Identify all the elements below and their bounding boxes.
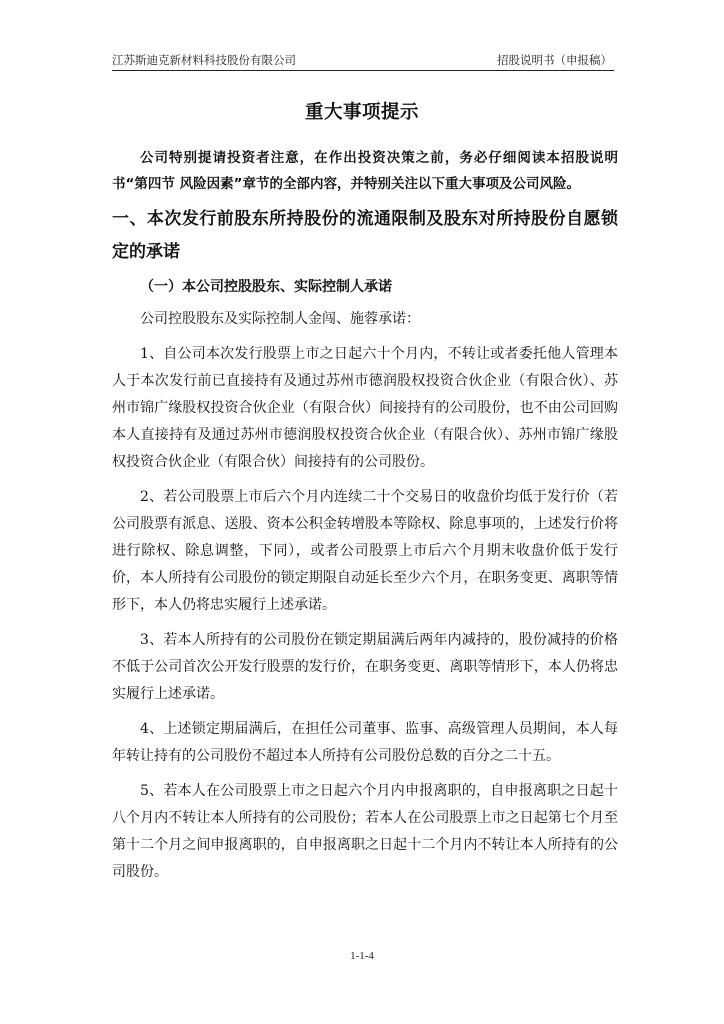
header-company-name: 江苏斯迪克新材料科技股份有限公司 [112, 53, 296, 67]
commitment-item-3: 3、若本人所持有的公司股份在锁定期届满后两年内减持的，股份减持的价格不低于公司首次公开发行股票的发行价，在职务变更、离职等情形下，本人仍将忠实履行上述承诺。 [112, 632, 618, 702]
page-header [112, 52, 614, 71]
document-body [112, 145, 618, 894]
header-document-type: 招股说明书（申报稿） [497, 53, 612, 67]
commitment-item-5: 5、若本人在公司股票上市之日起六个月内申报离职的，自申报离职之日起十八个月内不转让本人所持有的公司股份；若本人在公司股票上市之日起第七个月至第十二个月之间申报离职的，自申报离职之日起十二个月内不转让本人所持有的公司股份。 [112, 783, 618, 880]
commitment-item-4: 4、上述锁定期届满后，在担任公司董事、监事、高级管理人员期间，本人每年转让持有的公司股份不超过本人所持有公司股份总数的百分之二十五。 [112, 721, 618, 764]
page-number: 1-1-4 [350, 950, 374, 962]
page-title: 重大事项提示 [304, 102, 419, 123]
commitment-item-2: 2、若公司股票上市后六个月内连续二十个交易日的收盘价均低于发行价（若公司股票有派息、送股、资本公积金转增股本等除权、除息事项的，上述发行价将进行除权、除息调整，下同），或者公司股票上市后六个月期末收盘价低于发行价，本人所持有公司股份的锁定期限自动延长至少六个月，在职务变更、离职等情形下，本人仍将忠实履行上述承诺。 [112, 489, 618, 613]
subsection-heading: （一）本公司控股股东、实际控制人承诺 [140, 279, 392, 295]
commitment-item-1: 1、自公司本次发行股票上市之日起六十个月内，不转让或者委托他人管理本人于本次发行前已直接持有及通过苏州市德润股权投资合伙企业（有限合伙）、苏州市锦广缘股权投资合伙企业（有限合伙）间接持有的公司股份，也不由公司回购本人直接持有及通过苏州市德润股权投资合伙企业（有限合伙）、苏州市锦广缘股权投资合伙企业（有限合伙）间接持有的公司股份。 [112, 346, 618, 470]
section-heading: 一、本次发行前股东所持股份的流通限制及股东对所持股份自愿锁定的承诺 [112, 209, 618, 262]
intro-paragraph: 公司特别提请投资者注意，在作出投资决策之前，务必仔细阅读本招股说明书“第四节 风险因素”章节的全部内容，并特别关注以下重大事项及公司风险。 [112, 150, 618, 192]
lead-paragraph: 公司控股股东及实际控制人金闯、施蓉承诺： [140, 311, 420, 327]
